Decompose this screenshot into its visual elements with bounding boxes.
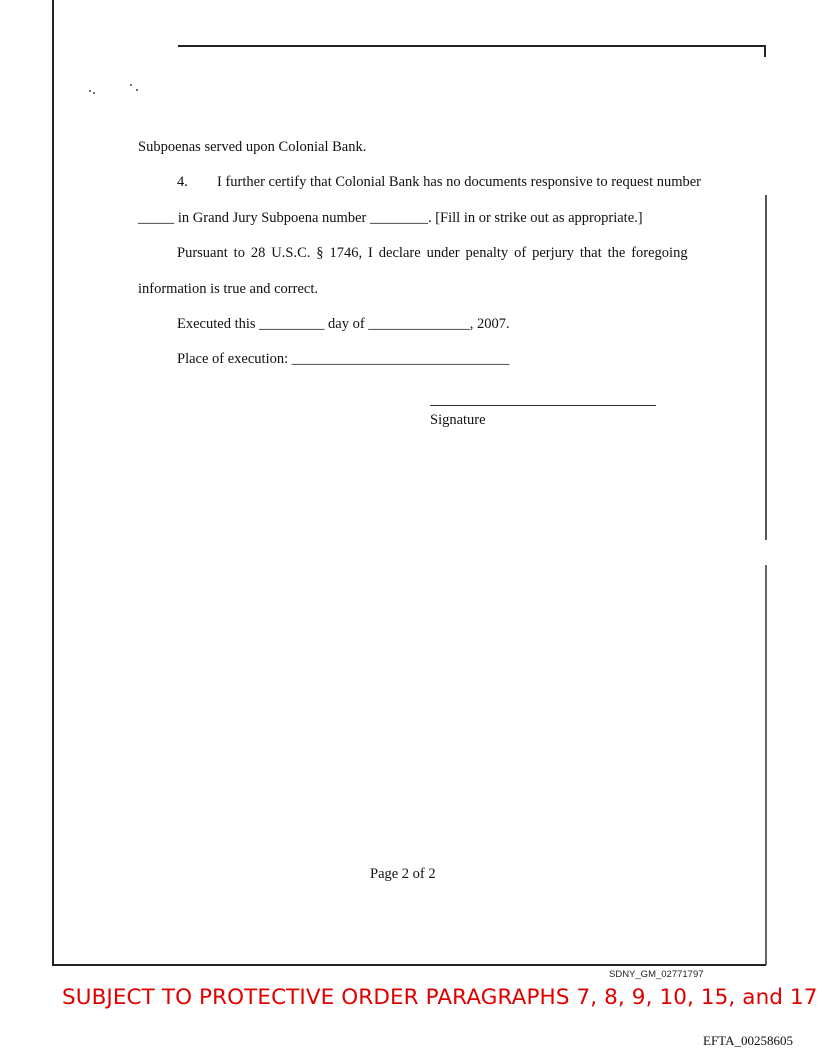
efta-number: EFTA_00258605 — [703, 1033, 793, 1048]
scan-right-border-lower — [765, 565, 767, 965]
place-of-execution-line: Place of execution: ______________________________ — [177, 351, 510, 367]
scan-right-border-upper — [765, 195, 767, 540]
scan-speck — [93, 92, 95, 94]
signature-line — [430, 405, 656, 406]
signature-label: Signature — [430, 412, 486, 428]
scan-bottom-rule — [52, 964, 766, 966]
scan-top-rule — [178, 45, 766, 47]
paragraph-4-line-1: I further certify that Colonial Bank has no documents responsive to request number — [217, 174, 702, 190]
scan-top-right-tick — [764, 47, 766, 57]
executed-date-line: Executed this _________ day of ______________, 2007. — [177, 316, 510, 332]
scan-left-border — [52, 0, 54, 965]
page-number: Page 2 of 2 — [370, 866, 436, 882]
protective-order-banner: SUBJECT TO PROTECTIVE ORDER PARAGRAPHS 7, 8, 9, 10, 15, and 17 — [62, 985, 818, 1010]
scan-speck — [89, 90, 91, 92]
scan-speck — [136, 89, 138, 91]
paragraph-4-number: 4. — [177, 174, 188, 190]
paragraph-4-line-2: _____ in Grand Jury Subpoena number ________. [Fill in or strike out as appropriate.] — [138, 210, 643, 226]
declaration-line-2: information is true and correct. — [138, 281, 318, 297]
bates-number: SDNY_GM_02771797 — [609, 969, 704, 980]
scan-speck — [130, 84, 132, 86]
continued-paragraph: Subpoenas served upon Colonial Bank. — [138, 139, 367, 155]
declaration-line-1: Pursuant to 28 U.S.C. § 1746, I declare under penalty of perjury that the foregoing — [177, 245, 688, 261]
